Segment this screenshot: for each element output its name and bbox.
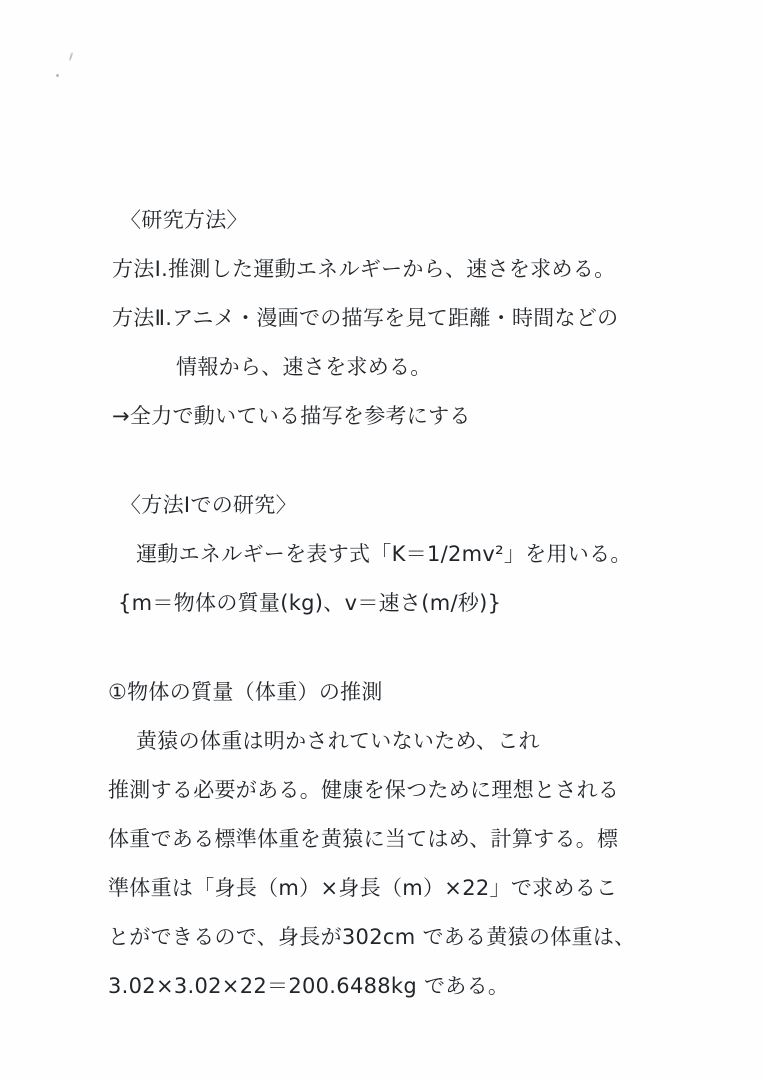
body-line: 推測する必要がある。健康を保つために理想とされる xyxy=(108,778,620,802)
body-line: 黄猿の体重は明かされていないため、これ xyxy=(136,729,540,753)
method-one-line: 方法Ⅰ.推測した運動エネルギーから、速さを求める。 xyxy=(112,257,616,281)
arrow-note-line: →全力で動いている描写を参考にする xyxy=(112,404,471,428)
kinetic-energy-formula-line: 運動エネルギーを表す式「K＝1/2mv²」を用いる。 xyxy=(136,542,632,566)
formula-legend-line: {m＝物体の質量(kg)、v＝速さ(m/秒)} xyxy=(118,591,502,615)
study-method-one-heading: 〈方法Ⅰでの研究〉 xyxy=(120,493,297,517)
top-margin xyxy=(0,0,763,196)
body-line: 準体重は「身長（m）×身長（m）×22」で求めるこ xyxy=(108,876,618,900)
body-line: 3.02×3.02×22＝200.6488kg である。 xyxy=(108,974,510,998)
body-line: 体重である標準体重を黄猿に当てはめ、計算する。標 xyxy=(108,827,619,851)
research-method-heading: 〈研究方法〉 xyxy=(120,208,248,232)
paragraph-gap xyxy=(0,628,763,668)
method-two-line: 方法Ⅱ.アニメ・漫画での描写を見て距離・時間などの xyxy=(112,306,619,330)
body-line: とができるので、身長が302cm である黄猿の体重は、 xyxy=(108,925,636,949)
item-one-heading: ①物体の質量（体重）の推測 xyxy=(108,680,383,704)
paragraph-gap xyxy=(0,441,763,481)
method-two-continuation: 情報から、速さを求める。 xyxy=(176,355,432,379)
